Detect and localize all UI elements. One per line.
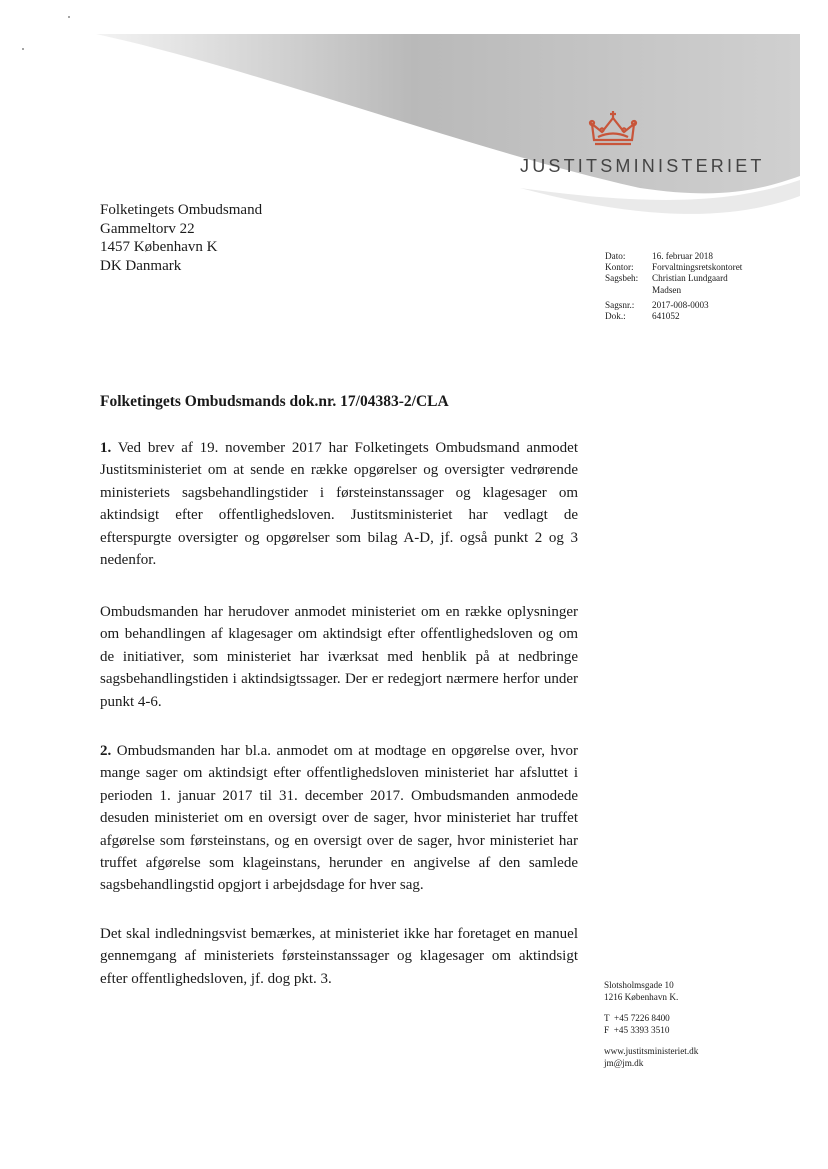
footer-phone: T +45 7226 8400	[604, 1013, 670, 1024]
footer-web-link[interactable]: www.justitsministeriet.dk	[604, 1046, 699, 1057]
recipient-name: Folketingets Ombudsmand	[100, 202, 263, 218]
letter-subject: Folketingets Ombudsmands dok.nr. 17/04383-2/CLA	[100, 393, 449, 410]
meta-case-label: Sagsnr.:	[605, 299, 635, 310]
meta-office-row	[605, 262, 752, 273]
meta-handler-value: Christian Lundgaard Madsen	[652, 273, 728, 295]
paragraph-1-number: 1.	[100, 440, 112, 456]
footer-fax: F +45 3393 3510	[604, 1024, 670, 1035]
recipient-street: Gammeltorv 22	[100, 220, 195, 237]
meta-case-value: 2017-008-0003	[652, 299, 709, 310]
letter-metadata	[605, 251, 752, 322]
meta-handler-row	[605, 273, 752, 295]
footer-address	[604, 980, 698, 1003]
meta-doc-value: 641052	[652, 311, 680, 322]
ministry-name: JUSTITSMINISTERIET	[520, 156, 765, 176]
meta-office-value: Forvaltningsretskontoret	[652, 262, 743, 273]
meta-office-label: Kontor:	[605, 262, 634, 273]
footer-online	[604, 1046, 698, 1069]
recipient-address	[100, 201, 262, 275]
paragraph-3-text: Ombudsmanden har bl.a. anmodet om at modtage en opgørelse over, hvor mange sager om aktindsigt efter offentlighedsloven ministeriet har afsluttet i perioden 1. januar 2017 til 31. december 2017. Ombudsmanden anmodede desuden ministeriet om en oversigt over de sager, hvor ministeriet har truffet afgørelse som førsteinstans, og en oversigt over de sager, hvor ministeriet har truffet afgørelse som klageinstans, herunder en angivelse af den samlede sagsbehandlingstid opgjort i arbejdsdage for hver sag.	[100, 743, 578, 894]
paragraph-1	[100, 437, 578, 571]
recipient-city: 1457 København K	[100, 239, 218, 255]
paragraph-4: Det skal indledningsvist bemærkes, at ministeriet ikke har foretaget en manuel gennemgang af ministeriets førsteinstanssager og klagesager om aktindsigt efter offentlighedsloven, jf. dog pkt. 3.	[100, 926, 578, 987]
ministry-logo	[520, 108, 760, 152]
meta-date-row	[605, 251, 752, 262]
paragraph-3	[100, 740, 578, 897]
recipient-country: DK Danmark	[100, 257, 182, 274]
footer-phones	[604, 1013, 698, 1036]
paragraph-3-number: 2.	[100, 743, 112, 759]
meta-doc-row	[605, 311, 752, 322]
crown-icon	[586, 108, 640, 152]
footer-email-link[interactable]: jm@jm.dk	[604, 1057, 644, 1068]
meta-date-label: Dato:	[605, 251, 626, 261]
meta-doc-label: Dok.:	[605, 311, 626, 322]
footer-street: Slotsholmsgade 10	[604, 980, 674, 990]
meta-case-row	[605, 300, 752, 311]
paragraph-2: Ombudsmanden har herudover anmodet ministeriet om en række oplysninger om behandlingen af klagesager om aktindsigt efter offentlighedsloven og om de initiativer, som ministeriet har iværksat med henblik på at nedbringe sagsbehandlingstiden i aktindsigtssager. Der er redegjort nærmere herfor under punkt 4-6.	[100, 604, 578, 710]
footer-city: 1216 København K.	[604, 991, 679, 1002]
meta-handler-label: Sagsbeh:	[605, 273, 639, 284]
contact-footer	[604, 980, 698, 1080]
meta-date-value: 16. februar 2018	[652, 251, 713, 261]
paragraph-1-text: Ved brev af 19. november 2017 har Folketingets Ombudsmand anmodet Justitsministeriet om at sende en række opgørelser og oversigter vedrørende ministeriets sagsbehandlingstider i førsteinstanssager og klagesager om aktindsigt efter offentlighedsloven. Justitsministeriet har vedlagt de efterspurgte oversigter og opgørelser som bilag A-D, jf. også punkt 2 og 3 nedenfor.	[100, 440, 578, 569]
